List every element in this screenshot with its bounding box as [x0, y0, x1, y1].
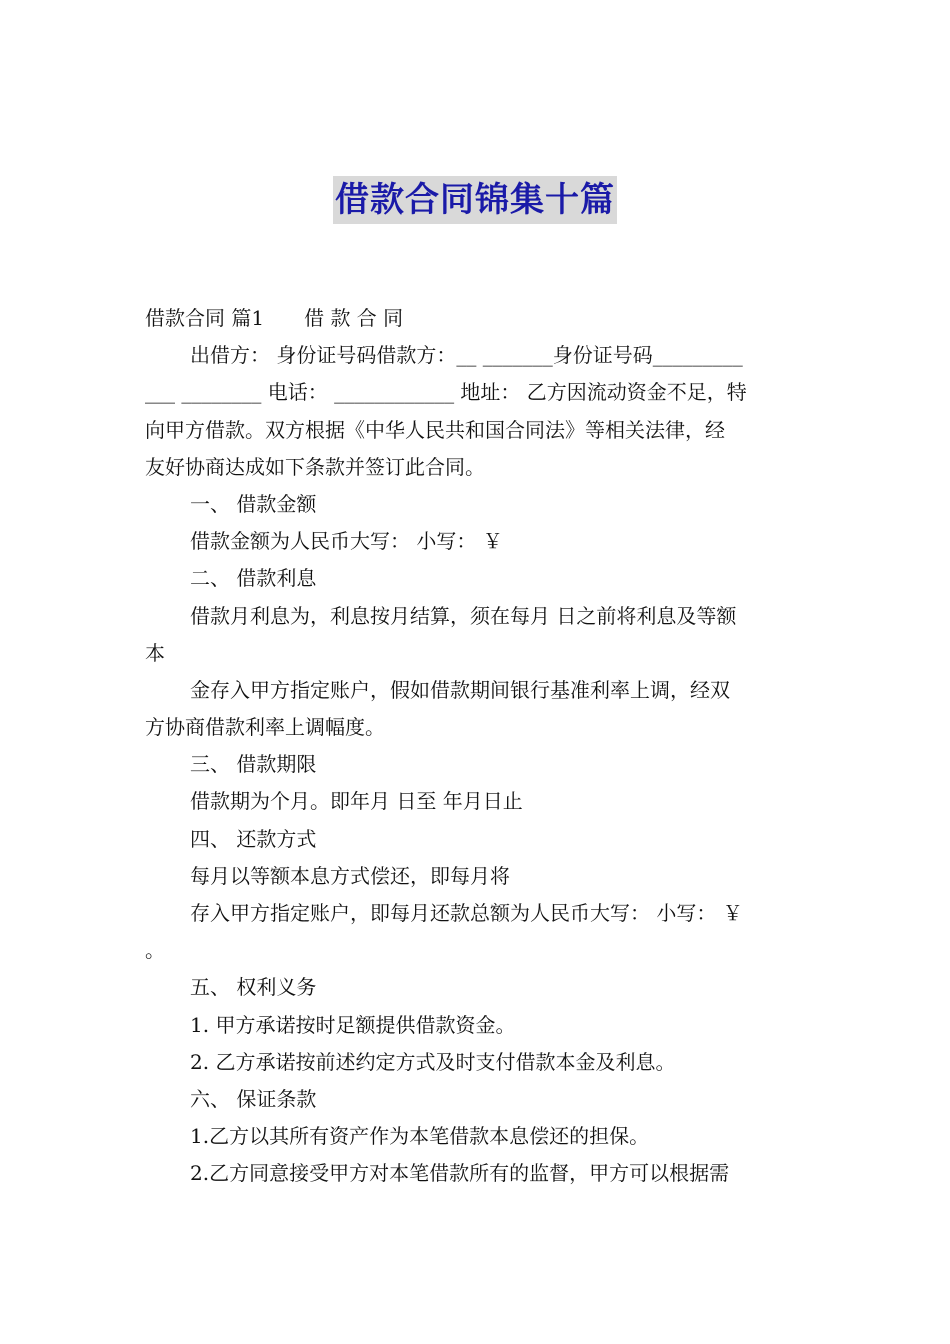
- paragraph-line: [145, 821, 805, 858]
- line-text: 每月以等额本息方式偿还，即每月将: [190, 863, 510, 888]
- paragraph-line: [145, 486, 805, 523]
- line-text: 借款金额为人民币大写： 小写： ￥: [190, 529, 503, 554]
- paragraph-line: [145, 374, 805, 411]
- paragraph-line: [145, 449, 805, 486]
- document-body: [145, 300, 805, 1193]
- paragraph-line: [145, 672, 805, 709]
- line-text: 方协商借款利率上调幅度。: [145, 715, 385, 740]
- line-text: 四、 还款方式: [190, 826, 317, 851]
- paragraph-line: [145, 746, 805, 783]
- paragraph-line: [145, 337, 805, 374]
- paragraph-line: [145, 858, 805, 895]
- line-text: 存入甲方指定账户，即每月还款总额为人民币大写： 小写： ￥: [190, 901, 743, 925]
- line-text: 金存入甲方指定账户，假如借款期间银行基准利率上调，经双: [190, 677, 730, 702]
- line-text: 六、 保证条款: [190, 1086, 317, 1111]
- paragraph-line: [145, 412, 805, 449]
- paragraph-line: [145, 635, 805, 672]
- line-text: 出借方： 身份证号码借款方：__ _______身份证号码_________: [190, 343, 743, 368]
- document-title: 借款合同锦集十篇: [333, 176, 617, 224]
- paragraph-line: [145, 709, 805, 746]
- paragraph-line: [145, 1044, 805, 1081]
- line-text: 。: [145, 938, 165, 963]
- line-text: 友好协商达成如下条款并签订此合同。: [145, 454, 485, 479]
- paragraph-line: [145, 1118, 805, 1155]
- line-text: 向甲方借款。双方根据《中华人民共和国合同法》等相关法律，经: [145, 417, 725, 442]
- line-text: 借款合同 篇1: [145, 306, 265, 330]
- paragraph-line: [145, 560, 805, 597]
- paragraph-line: [145, 783, 805, 820]
- paragraph-line: [145, 598, 805, 635]
- line-text: 2.乙方同意接受甲方对本笔借款所有的监督，甲方可以根据需: [190, 1161, 730, 1186]
- line-text: 五、 权利义务: [190, 975, 317, 1000]
- line-text: 本: [145, 640, 165, 665]
- paragraph-line: [145, 969, 805, 1006]
- paragraph-line: [145, 523, 805, 560]
- line-text: 1. 甲方承诺按时足额提供借款资金。: [190, 1012, 516, 1037]
- paragraph-line: [145, 1155, 805, 1192]
- line-text: 2. 乙方承诺按前述约定方式及时支付借款本金及利息。: [190, 1049, 676, 1074]
- line-text: 一、 借款金额: [190, 491, 317, 516]
- contract-heading: 借 款 合 同: [304, 306, 404, 330]
- line-text: 借款期为个月。即年月 日至 年月日止: [190, 789, 523, 814]
- title-container: [0, 176, 950, 224]
- paragraph-line: [145, 1081, 805, 1118]
- line-text: 1.乙方以其所有资产作为本笔借款本息偿还的担保。: [190, 1124, 650, 1149]
- line-text: ___ ________ 电话： ____________ 地址： 乙方因流动资金不足，特: [145, 380, 747, 405]
- paragraph-line: [145, 895, 805, 932]
- line-text: 借款月利息为，利息按月结算，须在每月 日之前将利息及等额: [190, 603, 737, 628]
- paragraph-line: [145, 1007, 805, 1044]
- line-text: 二、 借款利息: [190, 566, 317, 591]
- paragraph-line: [145, 932, 805, 969]
- line-text: 三、 借款期限: [190, 752, 317, 777]
- paragraph-line: [145, 300, 805, 337]
